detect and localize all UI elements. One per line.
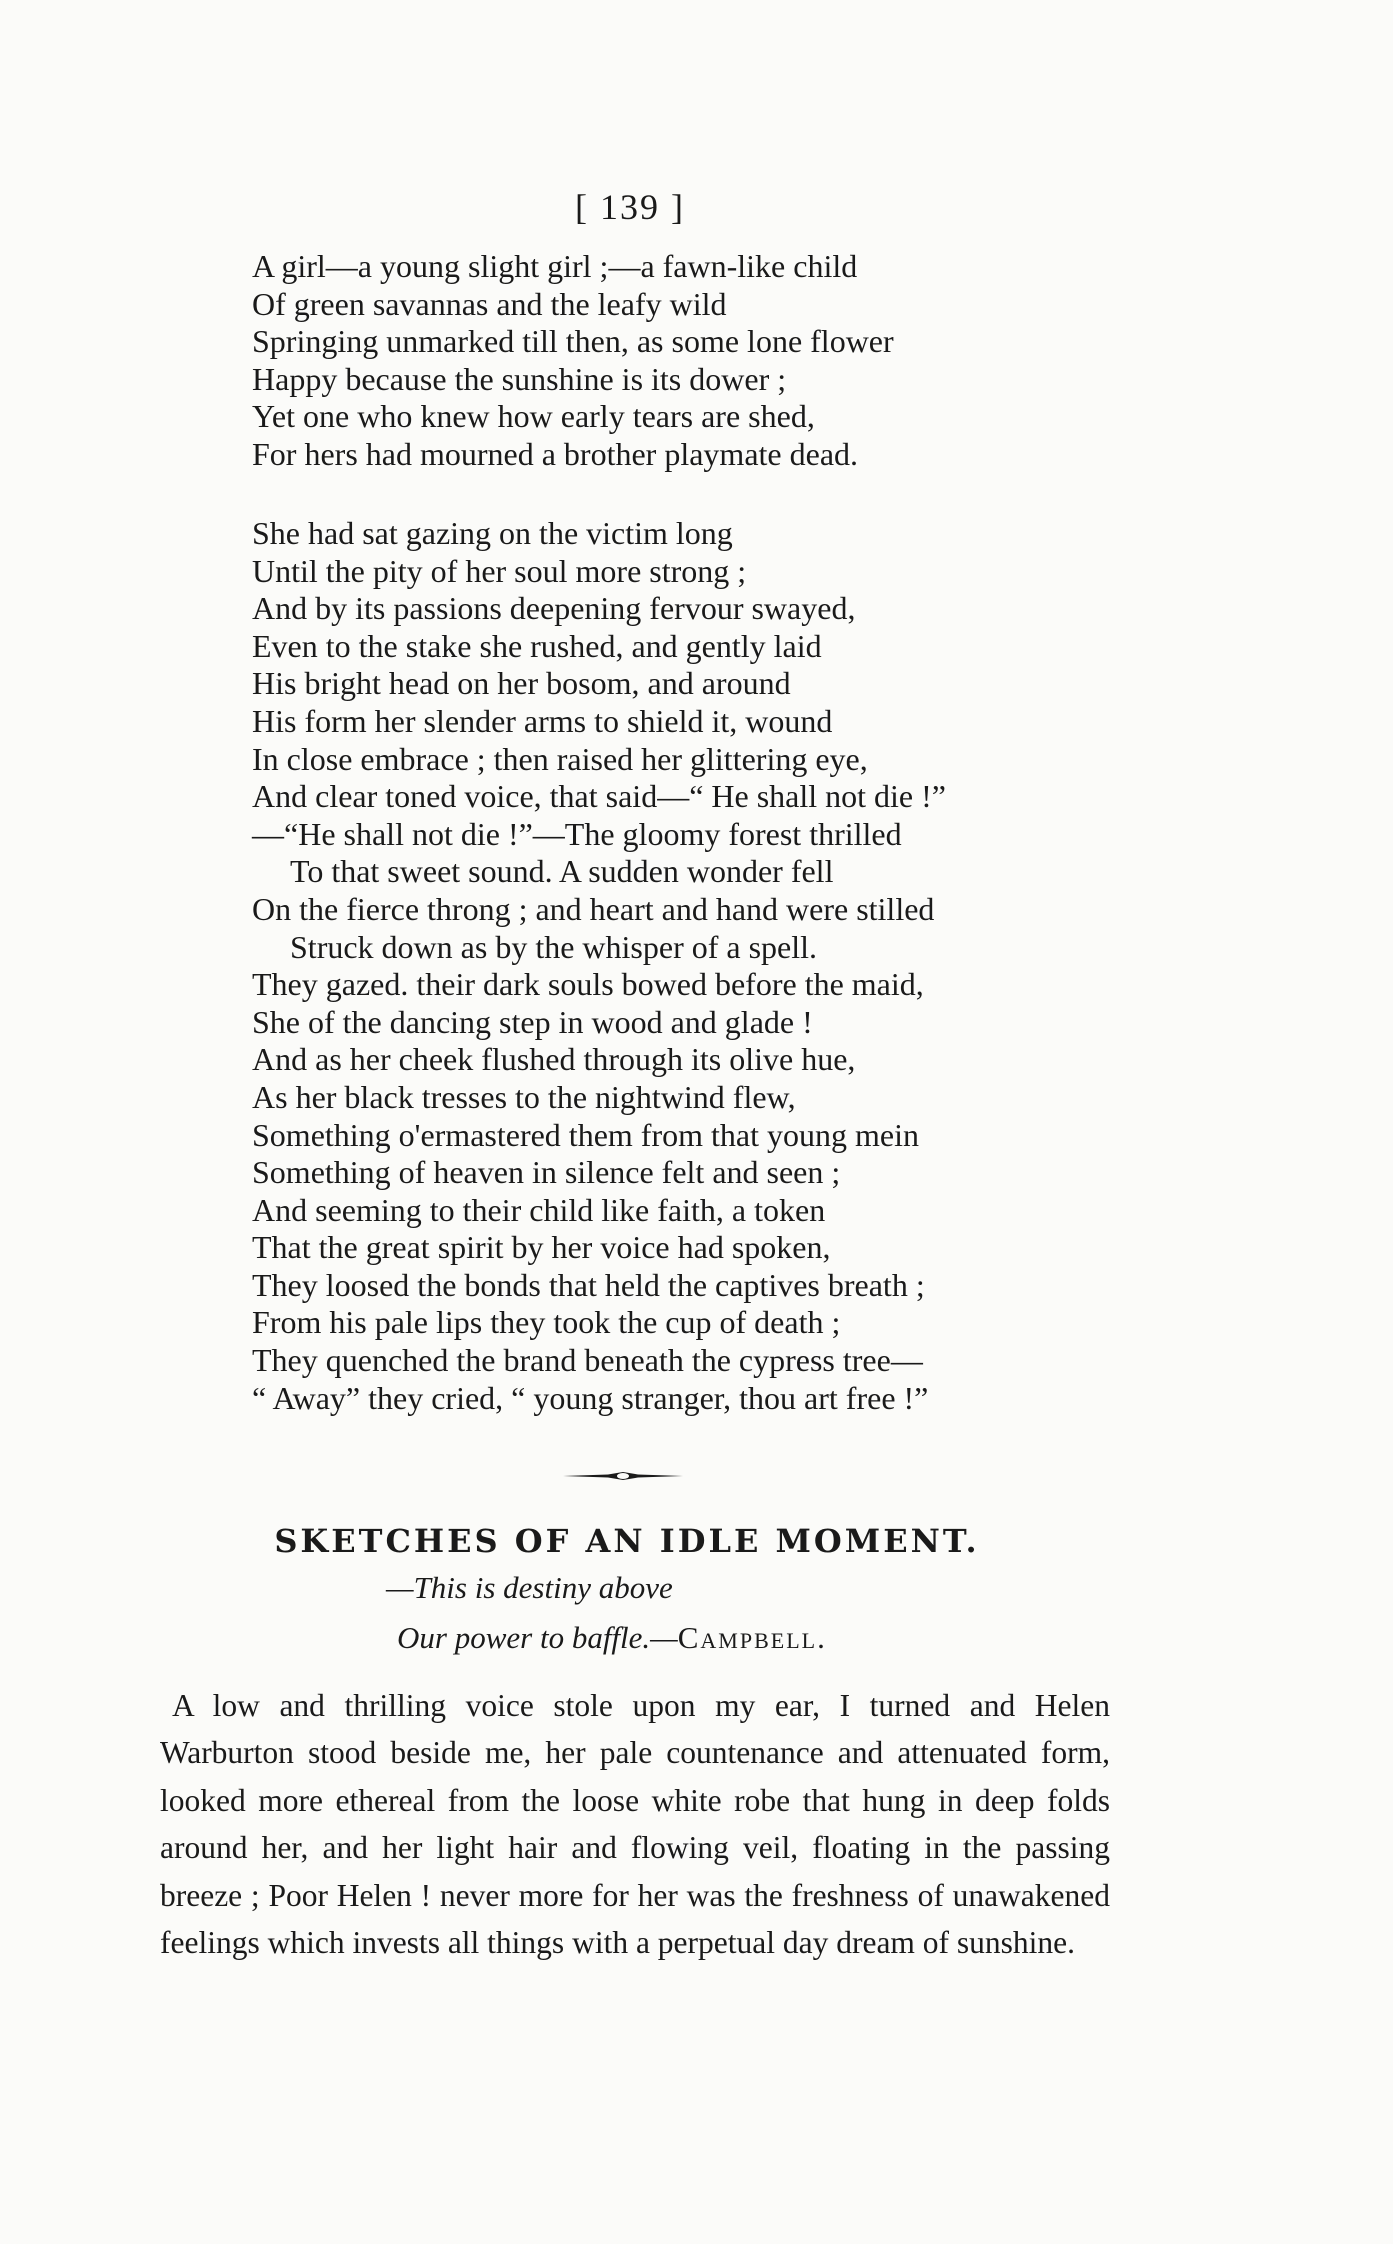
verse-line: She of the dancing step in wood and glade ! <box>252 1003 813 1040</box>
verse-line: And seeming to their child like faith, a token <box>252 1191 826 1228</box>
epigraph-attribution: Campbell. <box>677 1620 827 1655</box>
verse-line: His form her slender arms to shield it, wound <box>252 702 833 739</box>
verse-line: Springing unmarked till then, as some lone flower <box>252 323 894 360</box>
verse-line: —“He shall not die !”—The gloomy forest thrilled <box>252 815 902 852</box>
poem-stanza-1 <box>0 248 894 474</box>
verse-line: And clear toned voice, that said—“ He shall not die !” <box>252 778 946 815</box>
epigraph-line <box>397 1620 827 1656</box>
verse-line: She had sat gazing on the victim long <box>252 515 733 551</box>
verse-line: And as her cheek flushed through its olive hue, <box>252 1041 856 1078</box>
verse-line: That the great spirit by her voice had spoken, <box>252 1229 831 1266</box>
prose-paragraph: A low and thrilling voice stole upon my ear, I turned and Helen Warburton stood beside me, her pale countenance and attenuated form, looked more ethereal from the loose white robe that hung in deep folds around her, and her light hair and flowing veil, floating in the passing breeze ; Poor Helen ! never more for her was the freshness of unawakened feelings which invests all things with a perpetual day dream of sunshine. <box>160 1688 1110 1961</box>
verse-line: A girl—a young slight girl ;—a fawn-like child <box>252 248 858 284</box>
verse-line: Of green savannas and the leafy wild <box>252 285 727 322</box>
verse-line: They gazed. their dark souls bowed before the maid, <box>252 966 924 1003</box>
poem-stanza-2 <box>0 515 946 1417</box>
verse-line: Happy because the sunshine is its dower ; <box>252 360 787 397</box>
verse-line: Even to the stake she rushed, and gently laid <box>252 627 822 664</box>
verse-line: On the fierce throng ; and heart and hand were stilled <box>252 890 935 927</box>
ornamental-divider <box>563 1470 683 1482</box>
verse-line: They loosed the bonds that held the captives breath ; <box>252 1266 925 1303</box>
verse-line: They quenched the brand beneath the cypress tree— <box>252 1342 923 1379</box>
verse-line: For hers had mourned a brother playmate dead. <box>252 435 859 472</box>
verse-line: And by its passions deepening fervour swayed, <box>252 590 856 627</box>
verse-line: Until the pity of her soul more strong ; <box>252 552 747 589</box>
epigraph-line: —This is destiny above <box>386 1570 673 1605</box>
epigraph-text: Our power to baffle.— <box>397 1620 678 1655</box>
verse-line: Something of heaven in silence felt and seen ; <box>252 1154 841 1191</box>
verse-line: To that sweet sound. A sudden wonder fell <box>290 853 834 890</box>
page-number: [ 139 ] <box>575 187 685 227</box>
verse-line: From his pale lips they took the cup of death ; <box>252 1304 841 1341</box>
verse-line: As her black tresses to the nightwind flew, <box>252 1078 796 1115</box>
verse-line: Yet one who knew how early tears are shed, <box>252 398 815 435</box>
verse-line: His bright head on her bosom, and around <box>252 665 791 702</box>
verse-line: Struck down as by the whisper of a spell. <box>290 928 818 965</box>
verse-line: “ Away” they cried, “ young stranger, thou art free !” <box>252 1379 929 1416</box>
verse-line: In close embrace ; then raised her glittering eye, <box>252 740 868 777</box>
verse-line: Something o'ermastered them from that young mein <box>252 1116 919 1153</box>
section-title: SKETCHES OF AN IDLE MOMENT. <box>274 1522 980 1560</box>
